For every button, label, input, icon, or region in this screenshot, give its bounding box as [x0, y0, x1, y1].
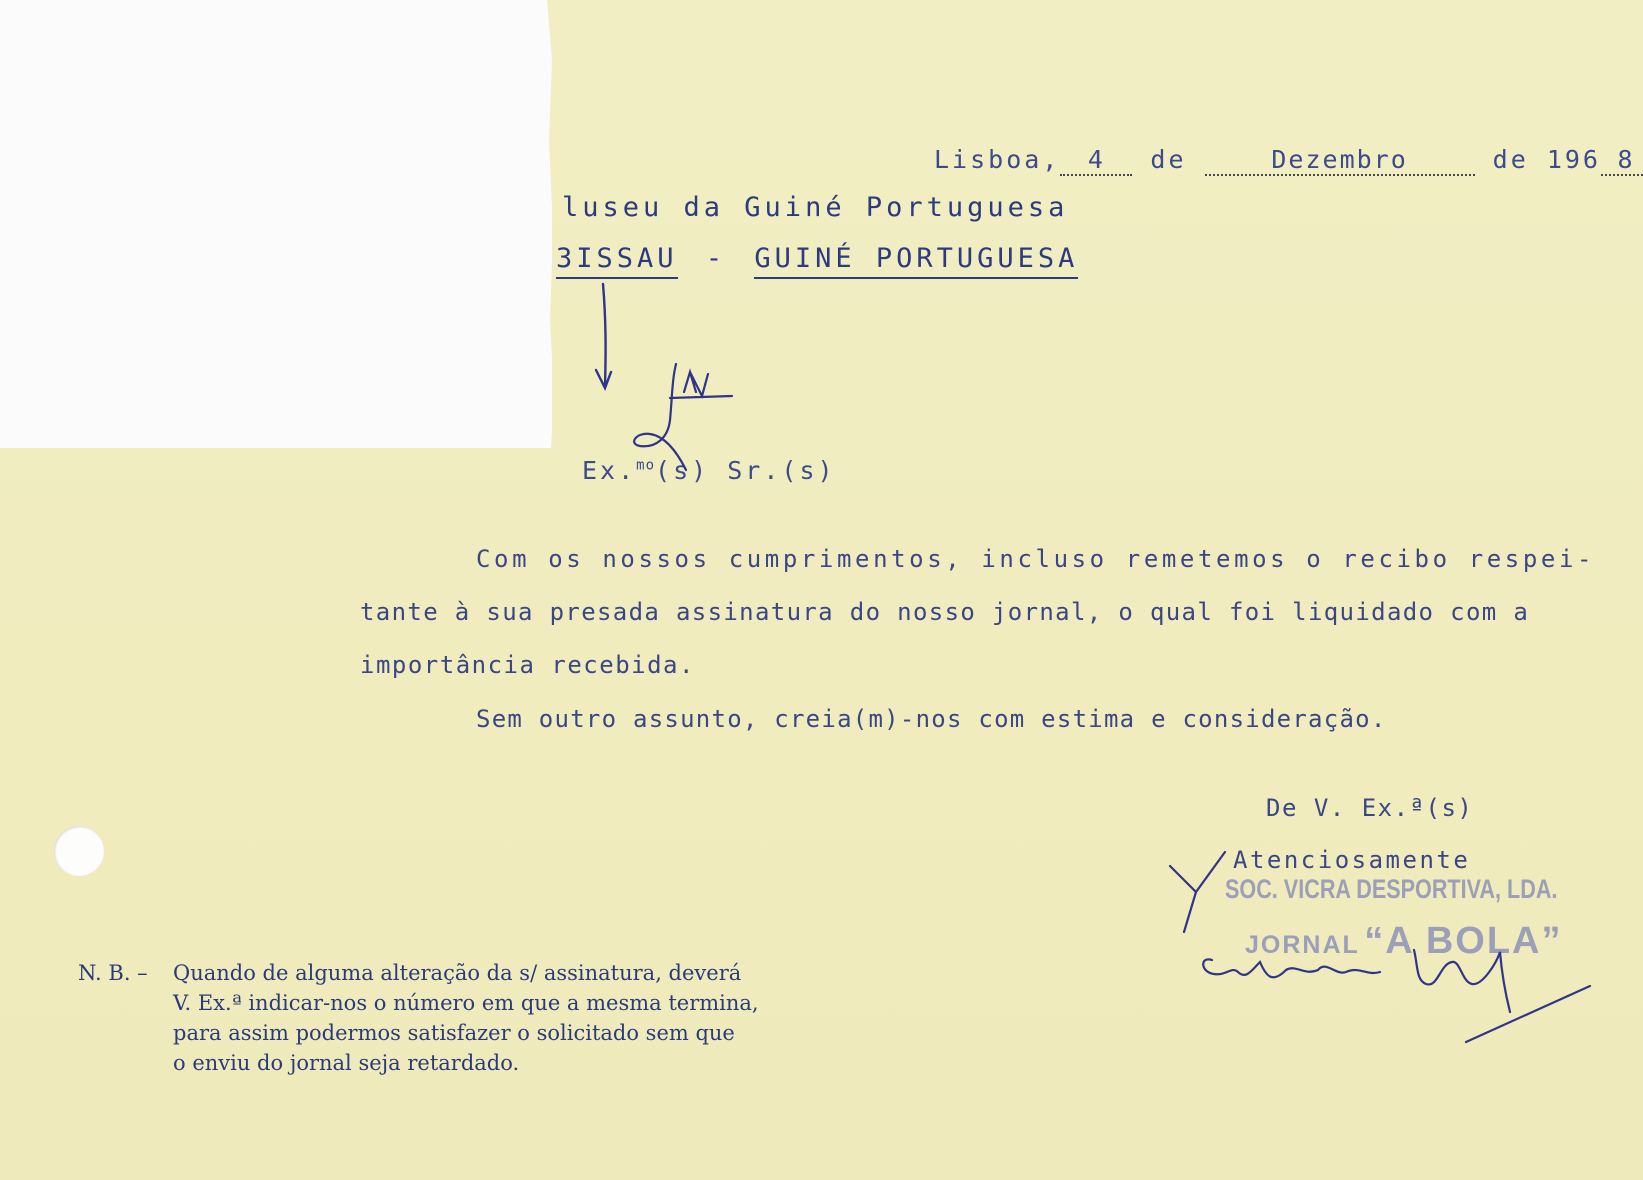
date-de-1: de [1150, 145, 1187, 174]
body-line-2: tante à sua presada assinatura do nosso jornal, o qual foi liquidado com a [360, 598, 1530, 626]
salutation-mos: mo [636, 457, 656, 474]
body-line-3: importância recebida. [360, 651, 695, 679]
salutation-s2: (s) [781, 456, 836, 485]
recipient-name: luseu da Guiné Portuguesa [562, 192, 1069, 223]
salutation-sr: Sr. [727, 456, 782, 485]
footnote-line: V. Ex.ª indicar-nos o número em que a mesma termina, [173, 991, 759, 1015]
salutation [582, 456, 836, 485]
footnote-line: Quando de alguma alteração da s/ assinatura, deverá [173, 961, 742, 985]
salutation-s1: (s) [655, 456, 710, 485]
company-stamp-line-2 [1245, 920, 1563, 963]
stamp-newspaper-name: “A BOLA” [1364, 920, 1563, 962]
recipient-separator: - [705, 243, 727, 274]
body-line-4: Sem outro assunto, creia(m)-nos com estima e consideração. [476, 705, 1387, 733]
closing-line-1: De V. Ex.ª(s) [1266, 794, 1474, 822]
footnote-line: para assim podermos satisfazer o solicitado sem que [173, 1021, 735, 1045]
date-month: Dezembro [1205, 145, 1475, 176]
footnote-line: o enviu do jornal seja retardado. [173, 1051, 520, 1075]
body-line-1: Com os nossos cumprimentos, incluso remetemos o recibo respei- [476, 545, 1596, 573]
recipient-line-2 [556, 243, 1078, 274]
stamp-jornal: JORNAL [1245, 931, 1360, 959]
footnote-text [173, 958, 793, 1078]
recipient-line-1 [562, 192, 1068, 223]
date-year-prefix: 196 [1546, 145, 1601, 174]
closing-line-2: Atenciosamente [1233, 846, 1471, 874]
punch-hole [54, 826, 104, 876]
date-prefix: Lisboa, [934, 145, 1061, 174]
recipient-country: GUINÉ PORTUGUESA [754, 243, 1078, 279]
date-day: 4 [1060, 145, 1132, 176]
salutation-ex: Ex. [582, 456, 637, 485]
company-stamp-line-1: SOC. VICRA DESPORTIVA, LDA. [1225, 874, 1558, 904]
recipient-city: 3ISSAU [556, 243, 678, 279]
date-de-2: de [1492, 145, 1529, 174]
date-year-suffix: 8 [1601, 145, 1643, 176]
footnote-label: N. B. – [78, 961, 148, 985]
date-line [934, 145, 1643, 176]
torn-corner [0, 0, 552, 448]
